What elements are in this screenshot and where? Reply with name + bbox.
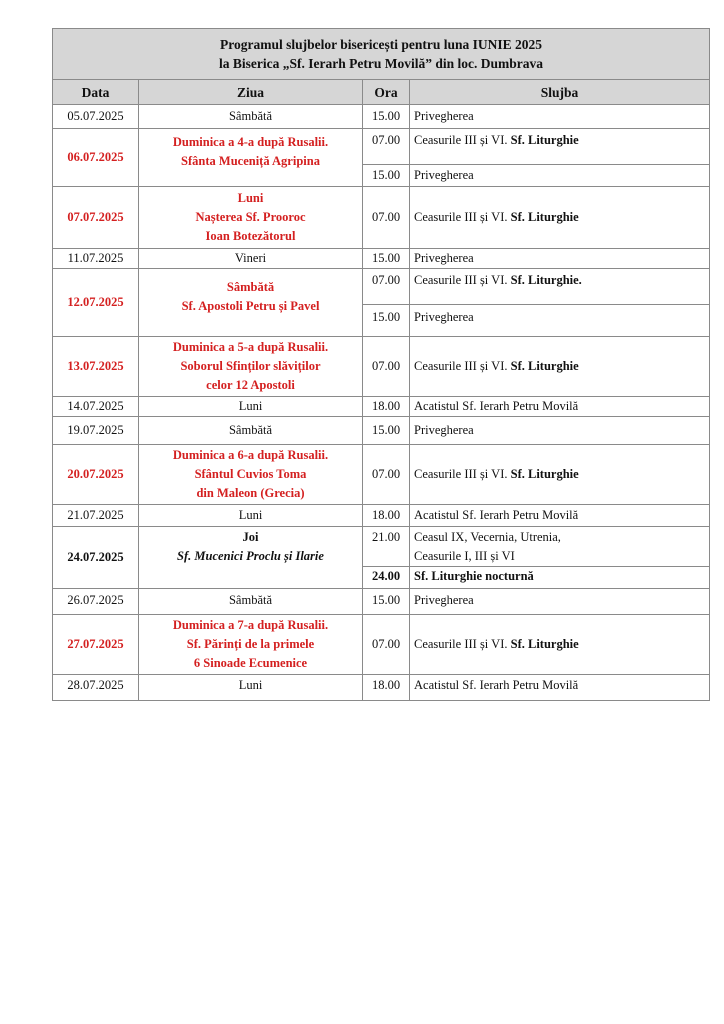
day-cell <box>139 615 363 675</box>
day-line: Sâmbătă <box>228 423 273 437</box>
header-time: Ora <box>363 80 410 105</box>
service-cell <box>410 165 710 187</box>
time-cell: 15.00 <box>363 305 410 337</box>
day-cell <box>139 417 363 445</box>
table-row <box>53 249 710 269</box>
service-cell <box>410 615 710 675</box>
time-cell: 07.00 <box>363 187 410 249</box>
date-cell: 12.07.2025 <box>53 269 139 337</box>
header-date: Data <box>53 80 139 105</box>
time-cell: 18.00 <box>363 675 410 701</box>
day-cell <box>139 397 363 417</box>
day-cell <box>139 527 363 589</box>
day-cell <box>139 105 363 129</box>
service-text: Ceasurile III și VI. <box>414 133 511 147</box>
day-cell <box>139 505 363 527</box>
service-text-2: Ceasurile I, III și VI <box>414 549 515 563</box>
day-line: Joi <box>242 530 259 544</box>
time-cell: 18.00 <box>363 397 410 417</box>
day-cell <box>139 337 363 397</box>
date-cell: 27.07.2025 <box>53 615 139 675</box>
date-cell: 20.07.2025 <box>53 445 139 505</box>
day-line: Sâmbătă <box>228 109 273 123</box>
table-row <box>53 615 710 675</box>
title-line-1: Programul slujbelor bisericești pentru luna IUNIE 2025 <box>220 37 543 52</box>
day-line: Soborul Sfinților slăviților <box>180 359 321 373</box>
service-text: Ceasurile III și VI. <box>414 359 511 373</box>
table-row <box>53 129 710 165</box>
service-text: Privegherea <box>414 109 474 123</box>
header-day: Ziua <box>139 80 363 105</box>
time-cell: 24.00 <box>363 567 410 589</box>
table-row <box>53 187 710 249</box>
table-row <box>53 445 710 505</box>
service-cell <box>410 675 710 701</box>
table-row <box>53 527 710 567</box>
service-text: Acatistul Sf. Ierarh Petru Movilă <box>414 508 579 522</box>
service-text: Privegherea <box>414 310 474 324</box>
day-line: Sfântul Cuvios Toma <box>194 467 307 481</box>
day-line: 6 Sinoade Ecumenice <box>193 656 308 670</box>
service-text: Ceasurile III și VI. <box>414 637 511 651</box>
day-cell <box>139 589 363 615</box>
time-cell: 15.00 <box>363 105 410 129</box>
service-cell <box>410 305 710 337</box>
service-text: Ceasul IX, Vecernia, Utrenia, <box>414 530 561 544</box>
time-cell: 07.00 <box>363 269 410 305</box>
service-text: Acatistul Sf. Ierarh Petru Movilă <box>414 678 579 692</box>
day-cell <box>139 249 363 269</box>
day-line: Sf. Mucenici Proclu și Ilarie <box>177 549 324 563</box>
table-row <box>53 105 710 129</box>
time-cell: 15.00 <box>363 589 410 615</box>
table-row <box>53 269 710 305</box>
service-text: Privegherea <box>414 593 474 607</box>
service-bold: Sf. Liturghie. <box>510 273 582 287</box>
service-cell <box>410 129 710 165</box>
day-cell <box>139 129 363 187</box>
title-row <box>53 29 710 80</box>
day-line: Nașterea Sf. Prooroc <box>195 210 306 224</box>
day-line: Duminica a 6-a după Rusalii. <box>172 448 329 462</box>
day-line: Sfânta Muceniță Agripina <box>181 153 320 168</box>
service-cell <box>410 397 710 417</box>
time-cell: 07.00 <box>363 445 410 505</box>
service-text: Privegherea <box>414 251 474 265</box>
date-cell: 21.07.2025 <box>53 505 139 527</box>
day-cell <box>139 675 363 701</box>
service-text: Acatistul Sf. Ierarh Petru Movilă <box>414 399 579 413</box>
service-cell <box>410 417 710 445</box>
day-cell <box>139 445 363 505</box>
time-cell: 21.00 <box>363 527 410 567</box>
date-cell: 28.07.2025 <box>53 675 139 701</box>
service-cell <box>410 187 710 249</box>
time-cell: 07.00 <box>363 129 410 165</box>
service-cell <box>410 445 710 505</box>
day-line: Sf. Apostoli Petru și Pavel <box>181 298 320 313</box>
time-cell: 18.00 <box>363 505 410 527</box>
day-line: Ioan Botezătorul <box>205 229 296 243</box>
day-line: Duminica a 7-a după Rusalii. <box>172 618 329 632</box>
service-cell <box>410 269 710 305</box>
time-cell: 15.00 <box>363 165 410 187</box>
time-cell: 15.00 <box>363 249 410 269</box>
table-row <box>53 505 710 527</box>
service-cell <box>410 589 710 615</box>
schedule-table <box>52 28 710 701</box>
header-row <box>53 80 710 105</box>
title-line-2: la Biserica „Sf. Ierarh Petru Movilă” din loc. Dumbrava <box>219 56 543 71</box>
service-text: Ceasurile III și VI. <box>414 273 511 287</box>
time-cell: 07.00 <box>363 337 410 397</box>
service-cell <box>410 105 710 129</box>
service-cell <box>410 567 710 589</box>
day-line: Luni <box>238 678 263 692</box>
date-cell: 14.07.2025 <box>53 397 139 417</box>
day-line: Luni <box>237 191 264 205</box>
day-line: Sf. Părinți de la primele <box>186 637 315 651</box>
day-line: Duminica a 5-a după Rusalii. <box>172 340 329 354</box>
date-cell: 11.07.2025 <box>53 249 139 269</box>
service-text: Privegherea <box>414 423 474 437</box>
day-line: din Maleon (Grecia) <box>196 486 305 500</box>
service-bold: Sf. Liturghie <box>510 210 579 224</box>
service-bold: Sf. Liturghie <box>510 467 579 481</box>
table-row <box>53 337 710 397</box>
time-cell: 07.00 <box>363 615 410 675</box>
day-line: Sâmbătă <box>228 593 273 607</box>
service-cell <box>410 249 710 269</box>
date-cell: 26.07.2025 <box>53 589 139 615</box>
day-cell <box>139 187 363 249</box>
service-text: Ceasurile III și VI. <box>414 210 511 224</box>
date-cell: 13.07.2025 <box>53 337 139 397</box>
date-cell: 05.07.2025 <box>53 105 139 129</box>
day-line: Sâmbătă <box>226 279 275 294</box>
service-text: Ceasurile III și VI. <box>414 467 511 481</box>
day-line: celor 12 Apostoli <box>206 378 295 392</box>
table-row <box>53 589 710 615</box>
service-text: Privegherea <box>414 168 474 182</box>
day-line: Luni <box>238 399 263 413</box>
service-bold: Sf. Liturghie nocturnă <box>414 569 534 583</box>
date-cell: 19.07.2025 <box>53 417 139 445</box>
date-cell: 07.07.2025 <box>53 187 139 249</box>
service-cell <box>410 337 710 397</box>
schedule-title <box>53 29 710 80</box>
date-cell: 06.07.2025 <box>53 129 139 187</box>
table-row <box>53 675 710 701</box>
service-cell <box>410 505 710 527</box>
service-bold: Sf. Liturghie <box>510 359 579 373</box>
date-cell: 24.07.2025 <box>53 527 139 589</box>
service-bold: Sf. Liturghie <box>510 133 579 147</box>
service-cell <box>410 527 710 567</box>
service-bold: Sf. Liturghie <box>510 637 579 651</box>
day-line: Vineri <box>234 251 267 265</box>
day-line: Luni <box>238 508 263 522</box>
table-row <box>53 397 710 417</box>
day-line: Duminica a 4-a după Rusalii. <box>172 134 329 149</box>
header-service: Slujba <box>410 80 710 105</box>
day-cell <box>139 269 363 337</box>
table-row <box>53 417 710 445</box>
time-cell: 15.00 <box>363 417 410 445</box>
